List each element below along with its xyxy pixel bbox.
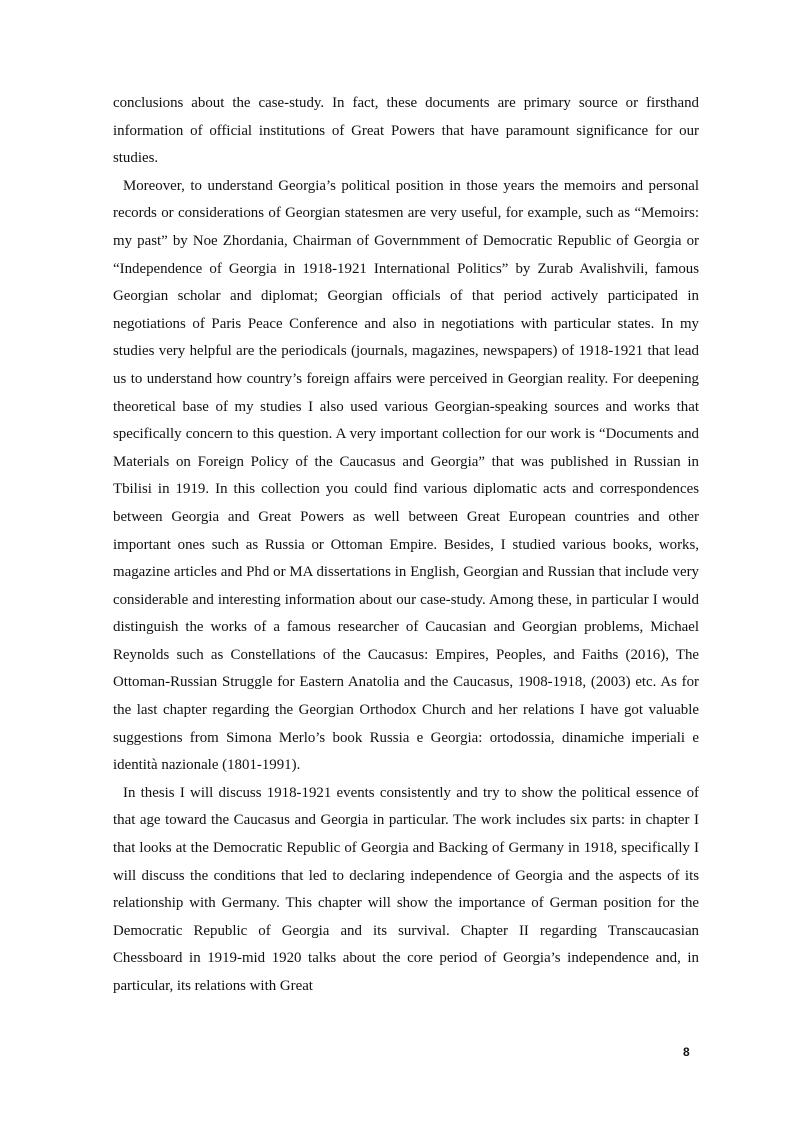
paragraph-thesis-structure: In thesis I will discuss 1918-1921 events consistently and try to show the political essence of that age toward the Caucasus and Georgia in particular. The work includes six parts: in chapter I that looks at the Democratic Republic of Georgia and Backing of Germany in 1918, specifically I will discuss the conditions that led to declaring independence of Georgia and the aspects of its relationship with Germany. This chapter will show the importance of German position for the Democratic Republic of Georgia and its survival. Chapter II regarding Transcaucasian Chessboard in 1919-mid 1920 talks about the core period of Georgia’s independence and, in particular, its relations with Great [113,784,699,994]
page-body [113,90,699,1001]
paragraph-intro-continuation: conclusions about the case-study. In fact, these documents are primary source or firsthand information of official institutions of Great Powers that have paramount significance for our studies. [113,95,699,167]
paragraph-sources: Moreover, to understand Georgia’s political position in those years the memoirs and personal records or considerations of Georgian statesmen are very useful, for example, such as “Memoirs: my past” by Noe Zhordania, Chairman of Governmment of Democratic Republic of Georgia or “Independence of Georgia in 1918-1921 International Politics” by Zurab Avalishvili, famous Georgian scholar and diplomat; Georgian officials of that period actively participated in negotiations of Paris Peace Conference and also in negotiations with particular states. In my studies very helpful are the periodicals (journals, magazines, newspapers) of 1918-1921 that lead us to understand how country’s foreign affairs were perceived in Georgian reality. For deepening theoretical base of my studies I also used various Georgian-speaking sources and works that specifically concern to this question. A very important collection for our work is “Documents and Materials on Foreign Policy of the Caucasus and Georgia” that was published in Russian in Tbilisi in 1919. In this collection you could find various diplomatic acts and correspondences between Georgia and Great Powers as well between Great European countries and other important ones such as Russia or Ottoman Empire. Besides, I studied various books, works, magazine articles and Phd or MA dissertations in English, Georgian and Russian that include very considerable and interesting information about our case-study. Among these, in particular I would distinguish the works of a famous researcher of Caucasian and Georgian problems, Michael Reynolds such as Constellations of the Caucasus: Empires, Peoples, and Faiths (2016), The Ottoman-Russian Struggle for Eastern Anatolia and the Caucasus, 1908-1918, (2003) etc. As for the last chapter regarding the Georgian Orthodox Church and her relations I have got valuable suggestions from Simona Merlo’s book Russia e Georgia: ortodossia, dinamiche imperiali e identità nazionale (1801-1991). [113,177,699,774]
page-number: 8 [683,1045,690,1059]
